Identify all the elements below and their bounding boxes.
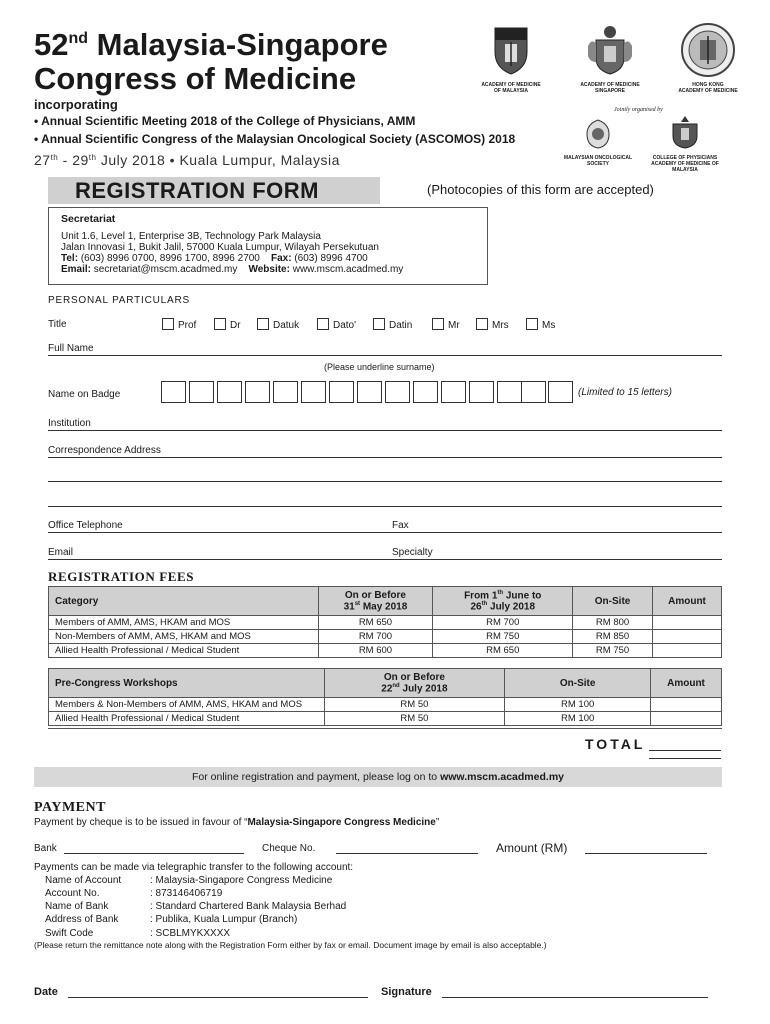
workshop-amount-cell[interactable] (651, 698, 722, 712)
ams-logo: ACADEMY OF MEDICINE SINGAPORE (572, 22, 648, 94)
title-prof-option[interactable]: Prof (162, 318, 196, 331)
account-value: : Malaysia-Singapore Congress Medicine (150, 875, 333, 886)
cheque-no-label: Cheque No. (262, 843, 316, 854)
col-ws-onsite: On-Site (505, 669, 651, 698)
badge-letter-box[interactable] (385, 381, 410, 403)
specialty-label: Specialty (392, 547, 433, 558)
badge-letter-box[interactable] (521, 381, 546, 403)
office-telephone-field[interactable] (48, 532, 722, 533)
institution-label: Institution (48, 418, 91, 429)
workshop-amount-cell[interactable] (651, 712, 722, 726)
date-label: Date (34, 986, 58, 998)
date-field[interactable] (68, 997, 368, 998)
badge-limit-note: (Limited to 15 letters) (578, 387, 672, 398)
title-dr-checkbox[interactable] (214, 318, 226, 330)
table-row (49, 698, 722, 712)
account-key: Name of Bank (45, 901, 109, 912)
fee-amount-cell[interactable] (653, 630, 722, 644)
full-name-field[interactable] (48, 355, 722, 356)
fee-amount-cell[interactable] (653, 644, 722, 658)
underline-surname-note: (Please underline surname) (324, 362, 435, 372)
workshop-onsite: RM 100 (505, 712, 651, 726)
badge-letter-box[interactable] (497, 381, 522, 403)
title-mrs-option[interactable]: Mrs (476, 318, 509, 331)
mos-emblem-icon (583, 118, 613, 150)
col-onsite: On-Site (573, 587, 653, 616)
bank-field[interactable] (64, 853, 244, 854)
registration-fees-table (48, 586, 722, 658)
title-dato-option[interactable]: Dato' (317, 318, 356, 331)
signature-label: Signature (381, 986, 432, 998)
title-label: Title (48, 319, 67, 330)
fax-label: Fax (392, 520, 409, 531)
col-ws-early: On or Before 22nd July 2018 (324, 669, 505, 698)
bullet-cop: • Annual Scientific Meeting 2018 of the College of Physicians, AMM (34, 114, 416, 128)
workshop-early: RM 50 (324, 712, 505, 726)
workshop-onsite: RM 100 (505, 698, 651, 712)
fee-category: Non-Members of AMM, AMS, HKAM and MOS (49, 630, 319, 644)
title-ms-option[interactable]: Ms (526, 318, 555, 331)
fee-amount-cell[interactable] (653, 616, 722, 630)
signature-field[interactable] (442, 997, 708, 998)
mos-logo: MALAYSIAN ONCOLOGICAL SOCIETY (556, 118, 640, 167)
institution-field[interactable] (48, 430, 722, 431)
email-field[interactable] (48, 559, 722, 560)
badge-letter-box[interactable] (245, 381, 270, 403)
title-datin-option[interactable]: Datin (373, 318, 412, 331)
office-telephone-label: Office Telephone (48, 520, 123, 531)
total-label: TOTAL (585, 736, 646, 752)
fee-mid: RM 700 (433, 616, 573, 630)
cheque-no-field[interactable] (336, 853, 478, 854)
photocopy-note: (Photocopies of this form are accepted) (427, 182, 654, 197)
registration-form-title: REGISTRATION FORM (75, 178, 319, 203)
address-field-1[interactable] (48, 457, 722, 458)
payment-heading: PAYMENT (34, 800, 106, 815)
title-ms-checkbox[interactable] (526, 318, 538, 330)
secretariat-address-1: Unit 1.6, Level 1, Enterprise 3B, Technology Park Malaysia (61, 231, 321, 242)
badge-letter-box[interactable] (161, 381, 186, 403)
title-mr-checkbox[interactable] (432, 318, 444, 330)
fee-mid: RM 650 (433, 644, 573, 658)
address-field-3[interactable] (48, 506, 722, 507)
fee-category: Allied Health Professional / Medical Student (49, 644, 319, 658)
col-workshop: Pre-Congress Workshops (49, 669, 325, 698)
incorporating-label: incorporating (34, 97, 118, 112)
account-value: : Standard Chartered Bank Malaysia Berhad (150, 901, 347, 912)
online-registration-link[interactable]: www.mscm.acadmed.my (440, 771, 564, 783)
fee-mid: RM 750 (433, 630, 573, 644)
amount-field[interactable] (585, 853, 707, 854)
title-mrs-checkbox[interactable] (476, 318, 488, 330)
badge-letter-box[interactable] (217, 381, 242, 403)
congress-title: 52nd Malaysia-Singapore Congress of Medicine (34, 27, 388, 96)
personal-particulars-heading: PERSONAL PARTICULARS (48, 295, 190, 306)
bullet-ascomos: • Annual Scientific Congress of the Malaysian Oncological Society (ASCOMOS) 2018 (34, 132, 516, 146)
jointly-organised-label: Jointly organised by (614, 107, 663, 113)
col-ws-amount: Amount (651, 669, 722, 698)
account-key: Address of Bank (45, 914, 119, 925)
badge-letter-box[interactable] (273, 381, 298, 403)
workshop-category: Members & Non-Members of AMM, AMS, HKAM and MOS (49, 698, 325, 712)
fee-onsite: RM 850 (573, 630, 653, 644)
badge-letter-box[interactable] (413, 381, 438, 403)
account-value: : Publika, Kuala Lumpur (Branch) (150, 914, 298, 925)
cheque-instruction: Payment by cheque is to be issued in favour of “Malaysia-Singapore Congress Medicine” (34, 817, 440, 828)
table-bottom-rule (48, 728, 722, 729)
title-datuk-option[interactable]: Datuk (257, 318, 299, 331)
title-dato-checkbox[interactable] (317, 318, 329, 330)
badge-name-label: Name on Badge (48, 389, 121, 400)
col-mid-period: From 1th June to 26th July 2018 (433, 587, 573, 616)
account-key: Swift Code (45, 928, 94, 939)
remittance-note: (Please return the remittance note along with the Registration Form either by fax or email. Document image by email is also acceptable.) (34, 940, 547, 950)
workshop-early: RM 50 (324, 698, 505, 712)
total-double-rule (649, 758, 721, 759)
event-dates: 27th - 29th July 2018 • Kuala Lumpur, Malaysia (34, 152, 340, 168)
secretariat-address-2: Jalan Innovasi 1, Bukit Jalil, 57000 Kuala Lumpur, Wilayah Persekutuan (61, 242, 379, 253)
badge-letter-box[interactable] (189, 381, 214, 403)
badge-letter-box[interactable] (329, 381, 354, 403)
table-row (49, 630, 722, 644)
fee-early: RM 650 (318, 616, 433, 630)
col-amount: Amount (653, 587, 722, 616)
badge-letter-box[interactable] (441, 381, 466, 403)
workshop-category: Allied Health Professional / Medical Student (49, 712, 325, 726)
secretariat-contact: Tel: (603) 8996 0700, 8996 1700, 8996 2700 Fax: (603) 8996 4700 (61, 253, 368, 264)
registration-fees-heading: REGISTRATION FEES (48, 569, 195, 584)
table-row (49, 712, 722, 726)
fee-early: RM 600 (318, 644, 433, 658)
col-category: Category (49, 587, 319, 616)
badge-letter-box[interactable] (548, 381, 573, 403)
fee-early: RM 700 (318, 630, 433, 644)
ams-crest-icon (586, 22, 634, 77)
account-key: Account No. (45, 888, 100, 899)
bank-label: Bank (34, 843, 57, 854)
hkam-logo: HONG KONG ACADEMY OF MEDICINE (670, 22, 746, 94)
fee-onsite: RM 800 (573, 616, 653, 630)
title-datin-checkbox[interactable] (373, 318, 385, 330)
secretariat-heading: Secretariat (61, 213, 116, 225)
badge-letter-box[interactable] (357, 381, 382, 403)
full-name-label: Full Name (48, 343, 94, 354)
account-value: : 873146406719 (150, 888, 223, 899)
amount-label: Amount (RM) (496, 841, 568, 855)
fee-onsite: RM 750 (573, 644, 653, 658)
total-field[interactable] (649, 750, 721, 751)
cop-crest-icon (669, 114, 701, 150)
badge-letter-box[interactable] (469, 381, 494, 403)
email-label: Email (48, 547, 74, 558)
title-mr-option[interactable]: Mr (432, 318, 460, 331)
workshop-fees-table (48, 668, 722, 726)
tt-intro: Payments can be made via telegraphic transfer to the following account: (34, 862, 354, 873)
badge-letter-box[interactable] (301, 381, 326, 403)
amm-crest-icon (491, 22, 531, 77)
address-label: Correspondence Address (48, 445, 161, 456)
title-dr-option[interactable]: Dr (214, 318, 241, 331)
table-row (49, 644, 722, 658)
amm-logo: ACADEMY OF MEDICINE OF MALAYSIA (478, 22, 544, 94)
account-value: : SCBLMYKXXXX (150, 928, 231, 939)
account-key: Name of Account (45, 875, 122, 886)
hkam-seal-icon (680, 22, 736, 77)
address-field-2[interactable] (48, 481, 722, 482)
online-registration-bar: For online registration and payment, please log on to www.mscm.acadmed.my (34, 767, 722, 787)
secretariat-box (48, 207, 488, 285)
title-datuk-checkbox[interactable] (257, 318, 269, 330)
secretariat-online: Email: secretariat@mscm.acadmed.my Website: www.mscm.acadmed.my (61, 264, 404, 275)
cop-logo: COLLEGE OF PHYSICIANS ACADEMY OF MEDICINE OF MALAYSIA (640, 114, 730, 173)
col-early-bird: On or Before 31st May 2018 (318, 587, 433, 616)
title-prof-checkbox[interactable] (162, 318, 174, 330)
table-row (49, 616, 722, 630)
fee-category: Members of AMM, AMS, HKAM and MOS (49, 616, 319, 630)
